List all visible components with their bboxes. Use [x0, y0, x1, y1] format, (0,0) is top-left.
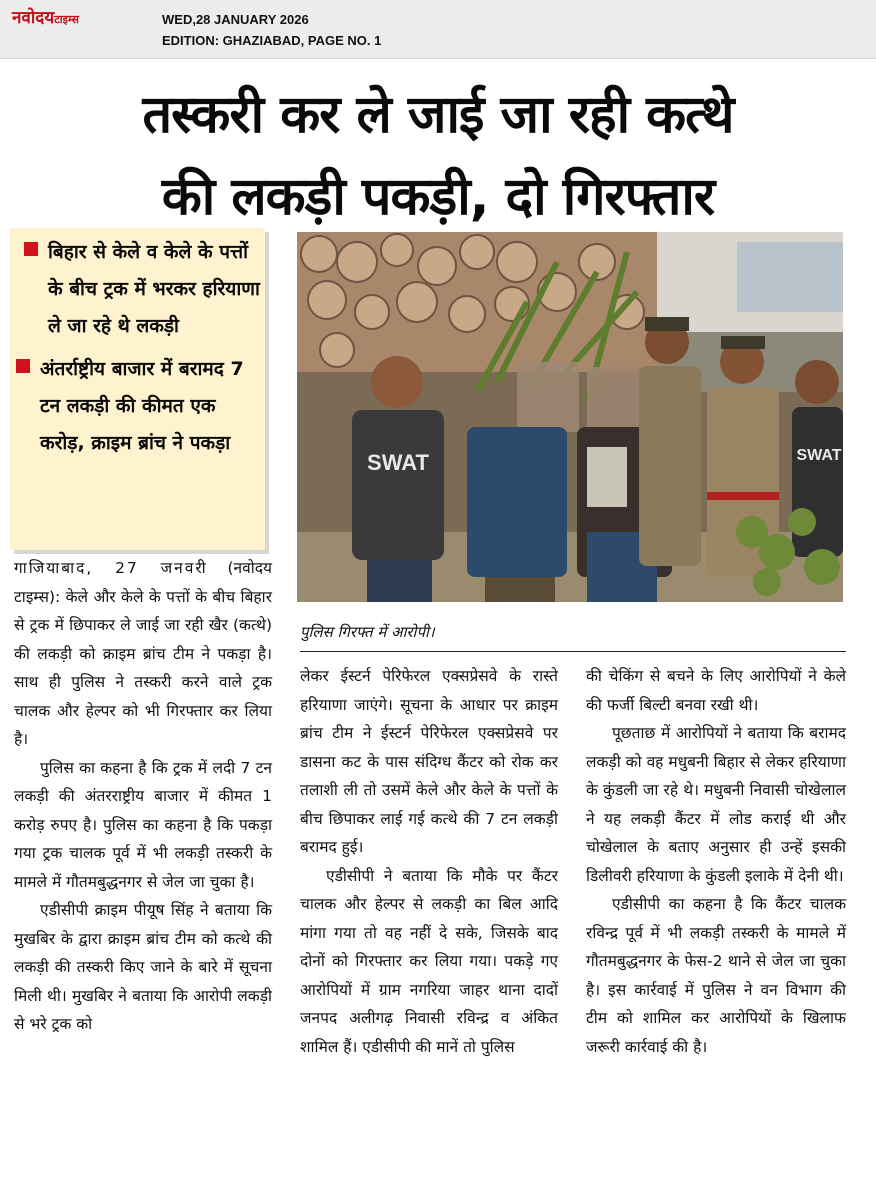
- article-column-3: [586, 662, 846, 1061]
- edition-header: [0, 0, 876, 59]
- highlight-text: अंतर्राष्ट्रीय बाजार में बरामद 7 टन लकड़ी की कीमत एक करोड़, क्राइम ब्रांच ने पकड़ा: [40, 358, 244, 454]
- newspaper-logo: [12, 10, 79, 27]
- article-paragraph: एडीसीपी क्राइम पीयूष सिंह ने बताया कि मुखबिर के द्वारा क्राइम ब्रांच टीम को कत्थे की लकड़ी की तस्करी किए जाने के बारे में सूचना मिली थी। मुखबिर ने बताया कि आरोपी लकड़ी से भरे ट्रक को: [14, 901, 272, 1033]
- article-paragraph: एडीसीपी का कहना है कि कैंटर चालक रविन्द्र पूर्व में भी लकड़ी तस्करी के मामले में गौतमबुद्धनगर के फेस-2 थाने से जेल जा चुका है। इस कार्रवाई में पुलिस ने वन विभाग की टीम को शामिल कर आरोपियों के खिलाफ जरूरी कार्रवाई की है।: [586, 895, 846, 1056]
- edition-info: [162, 9, 381, 51]
- jacket-text-right: SWAT: [796, 447, 842, 464]
- headline-line-2: की लकड़ी पकड़ी, दो गिरफ्तार: [161, 167, 715, 227]
- date-line: WED,28 JANUARY 2026: [162, 12, 309, 27]
- bullet-square-icon: [24, 242, 38, 256]
- news-photo: [297, 232, 843, 602]
- highlight-box: [10, 228, 265, 550]
- highlight-item: [10, 228, 265, 345]
- arrest-photo-illustration: [297, 232, 843, 602]
- photo-caption: पुलिस गिरफ्त में आरोपी।: [300, 623, 435, 641]
- article-column-1: [14, 554, 272, 1039]
- logo-main-text: नवोदय: [12, 8, 55, 28]
- bullet-square-icon: [16, 359, 30, 373]
- article-headline: [0, 74, 876, 238]
- highlight-text: बिहार से केले व केले के पत्तों के बीच ट्रक में भरकर हरियाणा ले जा रहे थे लकड़ी: [48, 241, 260, 337]
- article-paragraph: की चेकिंग से बचने के लिए आरोपियों ने केले की फर्जी बिल्टी बनवा रखी थी।: [586, 667, 846, 714]
- article-paragraph: [14, 554, 272, 754]
- jacket-text-left: SWAT: [367, 450, 429, 475]
- headline-line-1: तस्करी कर ले जाई जा रही कत्थे: [142, 85, 734, 145]
- dateline: गाजियाबाद, 27 जनवरी: [14, 559, 208, 577]
- article-paragraph: एडीसीपी ने बताया कि मौके पर कैंटर चालक और हेल्पर से लकड़ी का बिल आदि मांगा गया तो वह नहीं दे सके, जिसके बाद दोनों को गिरफ्तार कर लिया गया। पकड़े गए आरोपियों में ग्राम नगरिया जाहर थाना दादों जनपद अलीगढ़ निवासी रविन्द्र व अंकित शामिल हैं। एडीसीपी की मानें तो पुलिस: [300, 866, 558, 1056]
- paragraph-text: (नवोदय टाइम्स): केले और केले के पत्तों के बीच बिहार से ट्रक में छिपाकर ले जाई जा रही खैर (कत्थे) की लकड़ी को क्राइम ब्रांच टीम ने पकड़ा है। साथ ही पुलिस ने तस्करी करने वाले ट्रक चालक और हेल्पर को भी गिरफ्तार कर लिया है।: [14, 559, 272, 748]
- logo-sub-text: टाइम्स: [54, 13, 79, 26]
- highlight-item: [10, 345, 265, 462]
- edition-line: EDITION: GHAZIABAD, PAGE NO. 1: [162, 33, 382, 48]
- article-paragraph: पुलिस का कहना है कि ट्रक में लदी 7 टन लकड़ी की अंतरराष्ट्रीय बाजार में कीमत 1 करोड़ रुपए है। पुलिस का कहना है कि पकड़ा गया ट्रक चालक पूर्व में भी लकड़ी तस्करी के मामले में गौतमबुद्धनगर से जेल जा चुका है।: [14, 758, 272, 891]
- article-column-2: [300, 662, 558, 1061]
- article-paragraph: पूछताछ में आरोपियों ने बताया कि बरामद लकड़ी को वह मधुबनी बिहार से लेकर हरियाणा के कुंडली जा रहे थे। मधुबनी निवासी चोखेलाल ने यह लकड़ी कैंटर में लोड कराई थी और चोखेलाल के बताए अनुसार ही उन्हें इसकी डिलीवरी हरियाणा के कुंडली इलाके में देनी थी।: [586, 724, 846, 885]
- column-divider: [300, 651, 846, 652]
- article-paragraph: लेकर ईस्टर्न पेरिफेरल एक्सप्रेसवे के रास्ते हरियाणा जाएंगे। सूचना के आधार पर क्राइम ब्रांच टीम ने ईस्टर्न पेरिफेरल एक्सप्रेसवे पर डासना कट के पास संदिग्ध कैंटर को रोक कर तलाशी ली तो उसमें केले और केले के पत्तों के बीच छिपाकर लाई गई कत्थे की 7 टन लकड़ी बरामद हुई।: [300, 667, 558, 856]
